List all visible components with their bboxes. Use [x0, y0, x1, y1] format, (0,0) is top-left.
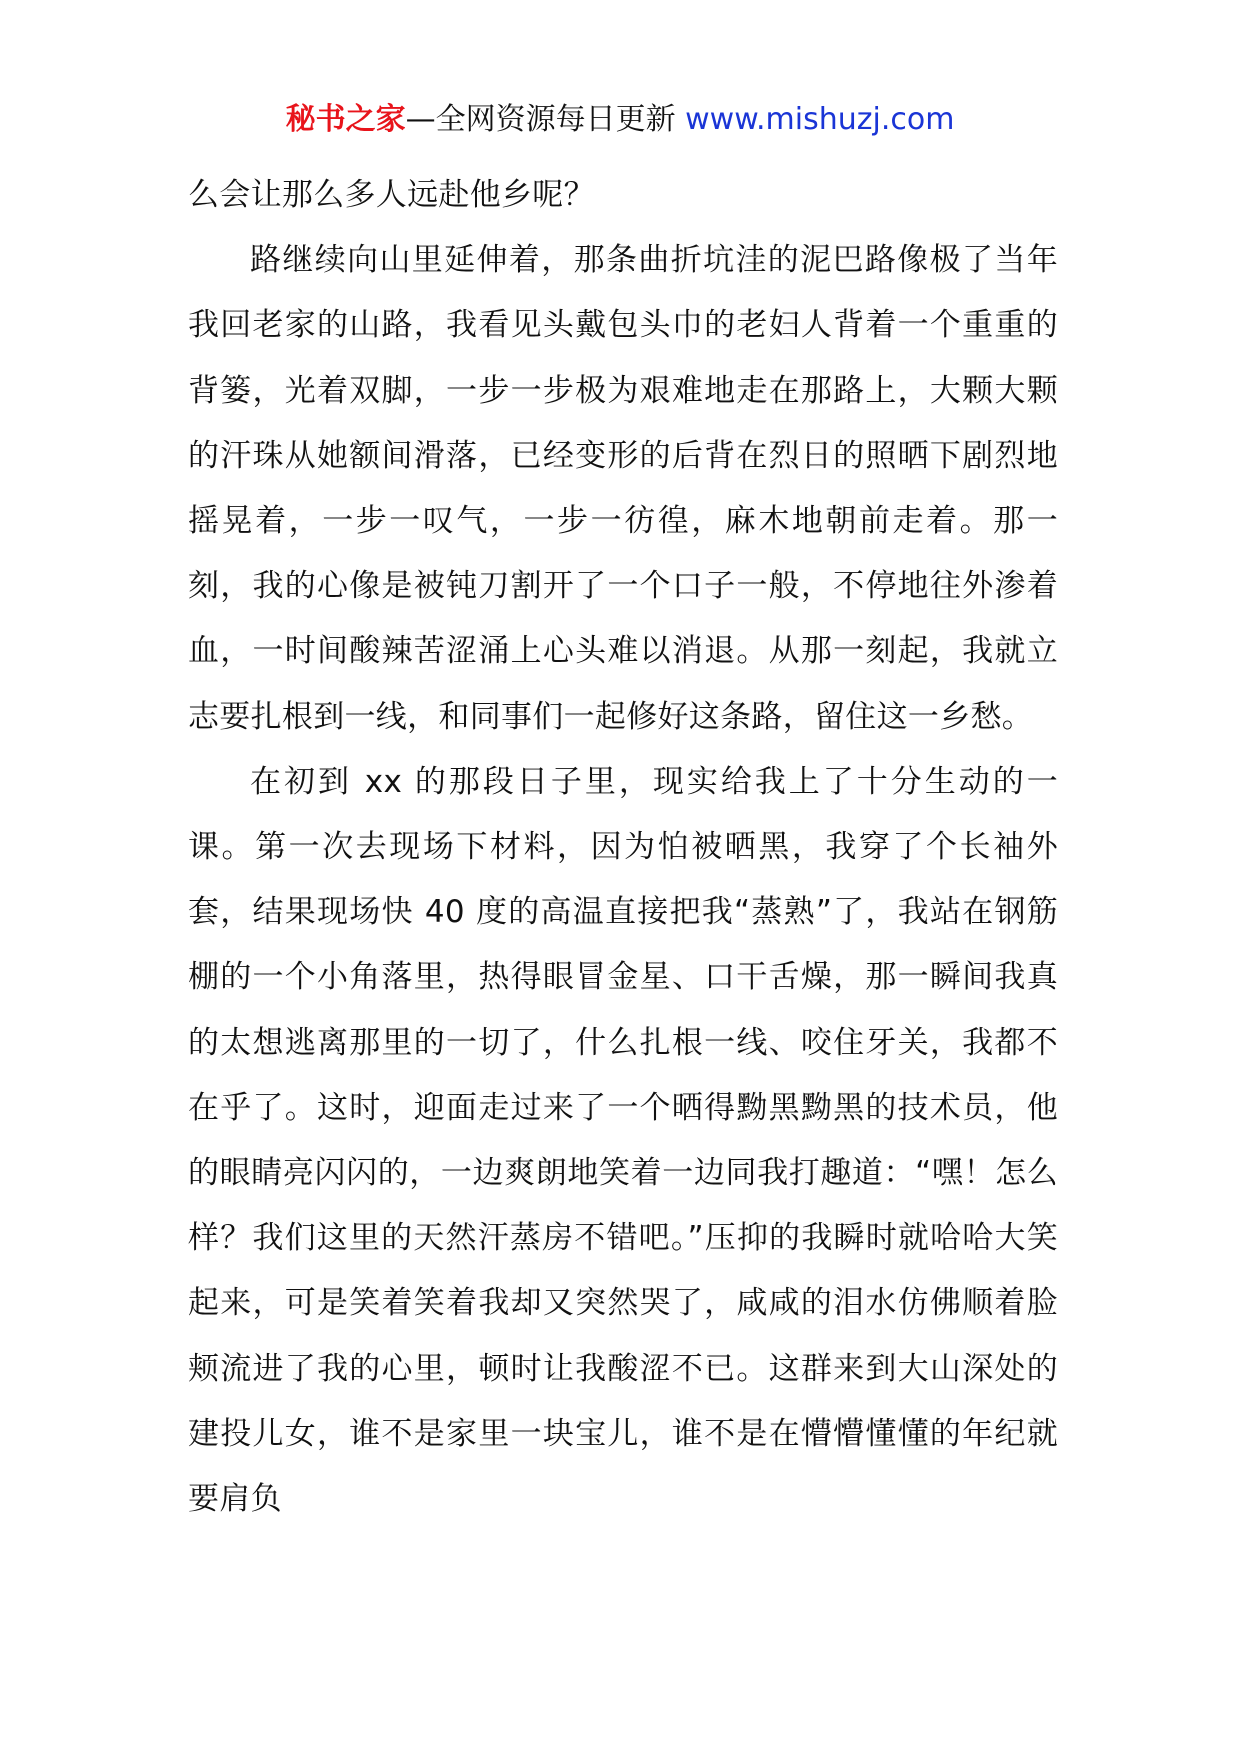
page-header	[0, 100, 1240, 140]
paragraph-continuation: 么会让那么多人远赴他乡呢？	[188, 177, 595, 213]
header-brand: 秘书之家	[285, 102, 406, 137]
header-url[interactable]: www.mishuzj.com	[685, 102, 955, 137]
paragraph: 路继续向山里延伸着，那条曲折坑洼的泥巴路像极了当年我回老家的山路，我看见头戴包头巾的老妇人背着一个重重的背篓，光着双脚，一步一步极为艰难地走在那路上，大颗大颗的汗珠从她额间滑落，已经变形的后背在烈日的照晒下剧烈地摇晃着，一步一叹气，一步一彷徨，麻木地朝前走着。那一刻，我的心像是被钝刀割开了一个口子一般，不停地往外渗着血，一时间酸辣苦涩涌上心头难以消退。从那一刻起，我就立志要扎根到一线，和同事们一起修好这条路，留住这一乡愁。	[188, 242, 1058, 735]
header-tagline: —全网资源每日更新	[405, 102, 686, 137]
paragraph: 在初到 xx 的那段日子里，现实给我上了十分生动的一课。第一次去现场下材料，因为怕被晒黑，我穿了个长袖外套，结果现场快 40 度的高温直接把我“蒸熟”了，我站在钢筋棚的一个小角落里，热得眼冒金星、口干舌燥，那一瞬间我真的太想逃离那里的一切了，什么扎根一线、咬住牙关，我都不在乎了。这时，迎面走过来了一个晒得黝黑黝黑的技术员，他的眼睛亮闪闪的，一边爽朗地笑着一边同我打趣道：“嘿！怎么样？我们这里的天然汗蒸房不错吧。”压抑的我瞬时就哈哈大笑起来，可是笑着笑着我却又突然哭了，咸咸的泪水仿佛顺着脸颊流进了我的心里，顿时让我酸涩不已。这群来到大山深处的建投儿女，谁不是家里一块宝儿，谁不是在懵懵懂懂的年纪就要肩负	[188, 763, 1058, 1518]
body-text	[188, 163, 1058, 1532]
